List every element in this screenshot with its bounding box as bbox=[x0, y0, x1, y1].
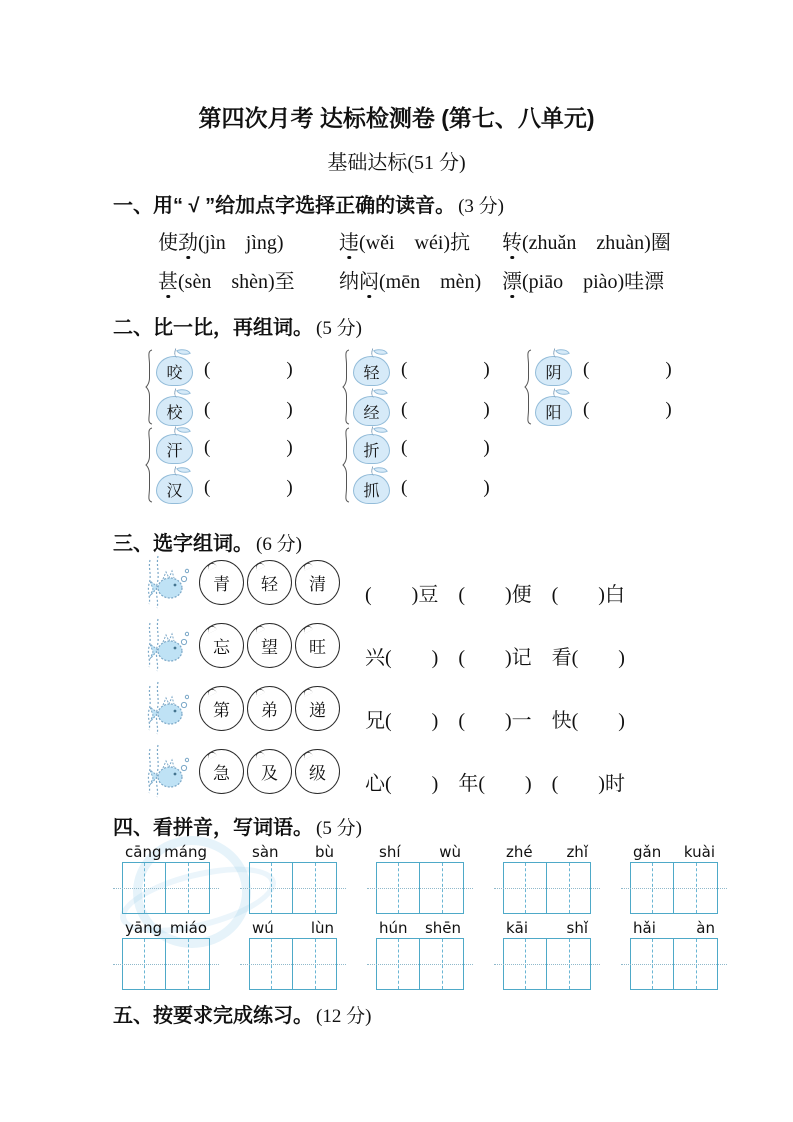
fish-icon bbox=[143, 743, 189, 799]
section3-heading bbox=[113, 527, 302, 556]
heading-score: (5 分) bbox=[316, 818, 362, 839]
pinyin-syllable: gǎn bbox=[633, 843, 662, 861]
apple-icon bbox=[155, 466, 195, 504]
pinyin-label bbox=[249, 917, 337, 937]
writing-grid bbox=[503, 862, 591, 914]
choice-bubble bbox=[247, 560, 292, 605]
apple-icon bbox=[352, 388, 392, 426]
choose-char-row bbox=[143, 742, 625, 800]
grid-line bbox=[144, 863, 145, 913]
pinyin-label bbox=[249, 841, 337, 861]
pinyin-syllable: sàn bbox=[252, 843, 279, 861]
choice-bubble bbox=[199, 749, 244, 794]
dotted-char: 转 bbox=[502, 232, 522, 254]
choice-bubble bbox=[199, 686, 244, 731]
heading-score: (5 分) bbox=[316, 318, 362, 339]
brace-icon bbox=[340, 349, 350, 425]
bubble-char: 青 bbox=[213, 574, 230, 594]
choice-bubble bbox=[295, 560, 340, 605]
heading-score: (6 分) bbox=[256, 534, 302, 555]
pinyin-writing-group bbox=[376, 917, 464, 990]
choose-char-row bbox=[143, 553, 625, 611]
pinyin-syllable: yāng bbox=[125, 919, 163, 937]
pronunciation-item bbox=[158, 270, 339, 294]
grid-line bbox=[569, 863, 570, 913]
item-text: (jìn jìng) bbox=[198, 232, 284, 254]
apple-char: 阳 bbox=[545, 404, 562, 422]
pinyin-label bbox=[122, 917, 210, 937]
grid-line bbox=[652, 939, 653, 989]
choice-bubble bbox=[295, 686, 340, 731]
answer-blank: ( ) bbox=[401, 358, 490, 380]
pinyin-writing-group bbox=[249, 841, 337, 914]
pinyin-syllable: shǐ bbox=[566, 919, 588, 937]
pinyin-syllable: hún bbox=[379, 919, 408, 937]
apple-char: 汉 bbox=[166, 482, 183, 500]
pinyin-writing-group bbox=[630, 917, 718, 990]
bubble-char: 清 bbox=[309, 574, 326, 594]
writing-grid bbox=[122, 862, 210, 914]
answer-blank: ( ) bbox=[204, 476, 293, 498]
section1-heading bbox=[113, 189, 504, 218]
bubble-char: 忘 bbox=[213, 637, 230, 657]
choice-bubble bbox=[295, 749, 340, 794]
pinyin-writing-group bbox=[122, 917, 210, 990]
grid-line bbox=[398, 863, 399, 913]
answer-blank: ( ) bbox=[204, 358, 293, 380]
dotted-char: 闷 bbox=[359, 271, 379, 293]
bubble-char: 第 bbox=[213, 700, 230, 720]
apple-word-row bbox=[352, 389, 490, 425]
pinyin-syllable: kāi bbox=[506, 919, 529, 937]
apple-char: 抓 bbox=[363, 482, 380, 500]
heading-label: 一、用“ √ ”给加点字选择正确的读音。 bbox=[113, 195, 456, 217]
pinyin-syllable: hǎi bbox=[633, 919, 656, 937]
apple-icon bbox=[155, 388, 195, 426]
grid-line bbox=[442, 939, 443, 989]
answer-blank: ( ) bbox=[401, 398, 490, 420]
grid-line bbox=[398, 939, 399, 989]
fish-icon bbox=[143, 680, 189, 736]
brace-icon bbox=[340, 427, 350, 503]
apple-word-row bbox=[534, 389, 672, 425]
pronunciation-item bbox=[502, 231, 671, 255]
heading-score: (3 分) bbox=[458, 196, 504, 217]
apple-word-row bbox=[155, 467, 293, 503]
pinyin-syllable: àn bbox=[696, 919, 715, 937]
bubble-char: 望 bbox=[261, 637, 278, 657]
apple-word-row bbox=[534, 349, 672, 385]
grid-line bbox=[696, 939, 697, 989]
section5-heading bbox=[113, 999, 371, 1028]
choice-bubble bbox=[247, 686, 292, 731]
item-text: (mēn mèn) bbox=[379, 271, 482, 293]
pronunciation-item bbox=[158, 231, 339, 255]
word-pair bbox=[143, 427, 340, 503]
pinyin-syllable: zhé bbox=[506, 843, 533, 861]
pinyin-label bbox=[503, 917, 591, 937]
heading-label: 五、按要求完成练习。 bbox=[113, 1005, 313, 1027]
apple-char: 汗 bbox=[166, 442, 183, 460]
grid-line bbox=[271, 939, 272, 989]
item-text: (piāo piào)哇漂 bbox=[522, 271, 665, 293]
apple-icon bbox=[352, 466, 392, 504]
grid-line bbox=[315, 863, 316, 913]
pinyin-syllable: bù bbox=[314, 843, 334, 861]
bubble-char: 弟 bbox=[261, 700, 278, 720]
brace-icon bbox=[143, 349, 153, 425]
heading-label: 三、选字组词。 bbox=[113, 533, 253, 555]
item-text: 纳 bbox=[339, 271, 359, 293]
section4-heading bbox=[113, 811, 362, 840]
apple-char: 咬 bbox=[166, 364, 183, 382]
pinyin-label bbox=[630, 917, 718, 937]
fill-blank-words: 兄( ) ( )一 快( ) bbox=[365, 710, 625, 732]
choice-bubble bbox=[199, 623, 244, 668]
word-pair bbox=[340, 349, 522, 425]
fish-icon bbox=[143, 554, 189, 610]
bubble-char: 级 bbox=[309, 763, 326, 783]
pronunciation-items bbox=[158, 231, 671, 294]
dotted-char: 劲 bbox=[178, 232, 198, 254]
apple-word-row bbox=[352, 427, 490, 463]
page-title: 第四次月考 达标检测卷 (第七、八单元) bbox=[198, 105, 595, 131]
apple-char: 轻 bbox=[363, 364, 380, 382]
pronunciation-item bbox=[502, 270, 671, 294]
choose-char-row bbox=[143, 616, 625, 674]
grid-line bbox=[525, 863, 526, 913]
bubble-char: 递 bbox=[309, 700, 326, 720]
writing-grid bbox=[122, 938, 210, 990]
writing-grid bbox=[249, 938, 337, 990]
pinyin-syllable: lùn bbox=[310, 919, 334, 937]
heading-score: (12 分) bbox=[316, 1006, 372, 1027]
item-text: 使 bbox=[158, 232, 178, 254]
pinyin-writing-group bbox=[376, 841, 464, 914]
compare-words-grid bbox=[143, 349, 672, 503]
fill-blank-words: ( )豆 ( )便 ( )白 bbox=[365, 584, 625, 606]
apple-word-row bbox=[352, 467, 490, 503]
pinyin-label bbox=[376, 917, 464, 937]
apple-icon bbox=[534, 348, 574, 386]
compare-column bbox=[522, 349, 672, 503]
compare-column bbox=[340, 349, 522, 503]
choice-bubble bbox=[295, 623, 340, 668]
dotted-char: 漂 bbox=[502, 271, 522, 293]
pinyin-syllable: shēn bbox=[424, 919, 461, 937]
answer-blank: ( ) bbox=[401, 436, 490, 458]
apple-word-row bbox=[155, 349, 293, 385]
grid-line bbox=[652, 863, 653, 913]
word-pair bbox=[143, 349, 340, 425]
pronunciation-item bbox=[339, 231, 502, 255]
choice-bubble bbox=[247, 749, 292, 794]
item-text: (zhuǎn zhuàn)圈 bbox=[522, 232, 671, 254]
section2-heading bbox=[113, 311, 362, 340]
pinyin-label bbox=[630, 841, 718, 861]
writing-grid bbox=[630, 938, 718, 990]
pinyin-syllable: kuài bbox=[683, 843, 715, 861]
word-pair bbox=[340, 427, 522, 503]
apple-icon bbox=[352, 426, 392, 464]
apple-word-row bbox=[155, 427, 293, 463]
pinyin-syllable: cāng bbox=[125, 843, 162, 861]
answer-blank: ( ) bbox=[204, 398, 293, 420]
pinyin-syllable: wú bbox=[252, 919, 274, 937]
fill-blank-words: 兴( ) ( )记 看( ) bbox=[365, 647, 625, 669]
pinyin-syllable: shí bbox=[379, 843, 401, 861]
heading-label: 二、比一比，再组词。 bbox=[113, 317, 313, 339]
choice-bubble bbox=[247, 623, 292, 668]
apple-icon bbox=[352, 348, 392, 386]
dotted-char: 甚 bbox=[158, 271, 178, 293]
apple-word-row bbox=[352, 349, 490, 385]
grid-line bbox=[442, 863, 443, 913]
grid-line bbox=[315, 939, 316, 989]
pinyin-label bbox=[503, 841, 591, 861]
compare-column bbox=[143, 349, 340, 503]
writing-grid bbox=[503, 938, 591, 990]
apple-char: 阴 bbox=[545, 364, 562, 382]
pinyin-writing-group bbox=[630, 841, 718, 914]
pinyin-writing-group bbox=[503, 917, 591, 990]
heading-label: 四、看拼音，写词语。 bbox=[113, 817, 313, 839]
word-pair bbox=[522, 349, 672, 425]
pinyin-syllable: miáo bbox=[169, 919, 207, 937]
grid-line bbox=[144, 939, 145, 989]
choose-char-row bbox=[143, 679, 625, 737]
pinyin-syllable: máng bbox=[164, 843, 207, 861]
answer-blank: ( ) bbox=[583, 358, 672, 380]
writing-grid bbox=[630, 862, 718, 914]
pinyin-syllable: zhǐ bbox=[566, 843, 588, 861]
pinyin-writing-group bbox=[122, 841, 210, 914]
apple-icon bbox=[155, 426, 195, 464]
apple-word-row bbox=[155, 389, 293, 425]
bubble-char: 轻 bbox=[261, 574, 278, 594]
apple-char: 经 bbox=[363, 404, 380, 422]
apple-char: 折 bbox=[363, 442, 380, 460]
choice-bubble bbox=[199, 560, 244, 605]
grid-line bbox=[696, 863, 697, 913]
grid-line bbox=[525, 939, 526, 989]
grid-line bbox=[569, 939, 570, 989]
bubble-char: 及 bbox=[261, 763, 278, 783]
writing-grid bbox=[376, 938, 464, 990]
apple-icon bbox=[534, 388, 574, 426]
writing-grid bbox=[376, 862, 464, 914]
grid-line bbox=[188, 863, 189, 913]
item-text: (sèn shèn)至 bbox=[178, 271, 295, 293]
pinyin-label bbox=[122, 841, 210, 861]
item-text: (wěi wéi)抗 bbox=[359, 232, 471, 254]
pinyin-writing-group bbox=[503, 841, 591, 914]
apple-char: 校 bbox=[166, 404, 183, 422]
fill-blank-words: 心( ) 年( ) ( )时 bbox=[365, 773, 625, 795]
page-subtitle: 基础达标(51 分) bbox=[327, 152, 466, 174]
bubble-char: 旺 bbox=[309, 637, 326, 657]
answer-blank: ( ) bbox=[401, 476, 490, 498]
brace-icon bbox=[143, 427, 153, 503]
apple-icon bbox=[155, 348, 195, 386]
pinyin-label bbox=[376, 841, 464, 861]
pronunciation-item bbox=[339, 270, 502, 294]
answer-blank: ( ) bbox=[204, 436, 293, 458]
brace-icon bbox=[522, 349, 532, 425]
writing-grid bbox=[249, 862, 337, 914]
fish-icon bbox=[143, 617, 189, 673]
answer-blank: ( ) bbox=[583, 398, 672, 420]
pinyin-writing-group bbox=[249, 917, 337, 990]
pinyin-syllable: wù bbox=[439, 843, 461, 861]
dotted-char: 违 bbox=[339, 232, 359, 254]
grid-line bbox=[188, 939, 189, 989]
grid-line bbox=[271, 863, 272, 913]
bubble-char: 急 bbox=[213, 763, 230, 783]
